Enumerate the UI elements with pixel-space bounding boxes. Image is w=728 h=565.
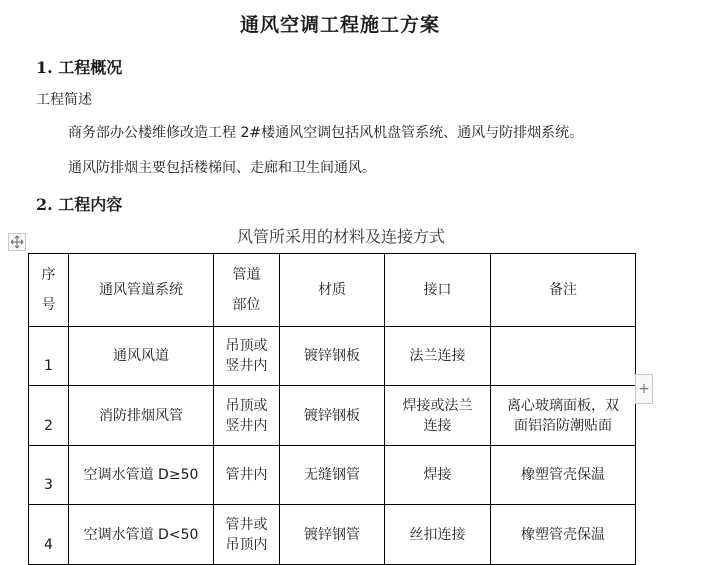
- cell-remark: [491, 327, 636, 386]
- page-bottom-edge: [0, 530, 728, 536]
- section-1-subheading: 工程简述: [36, 92, 92, 108]
- section-2-heading: 2. 工程内容: [36, 195, 123, 214]
- cell-joint: 丝扣连接: [385, 505, 491, 565]
- header-remark: 备注: [491, 254, 636, 327]
- cell-location: 吊顶或 竖井内: [214, 386, 280, 446]
- cell-seq: 2: [29, 386, 69, 446]
- table-row: [29, 327, 636, 386]
- cell-system: 通风风道: [69, 327, 214, 386]
- table-caption: 风管所采用的材料及连接方式: [236, 227, 445, 246]
- table-header-row: [29, 254, 636, 327]
- cell-remark: 橡塑管壳保温: [491, 446, 636, 505]
- cell-location: 管井或 吊顶内: [214, 505, 280, 565]
- cell-location: 吊顶或 竖井内: [214, 327, 280, 386]
- cell-system: 空调水管道 D≥50: [69, 446, 214, 505]
- paragraph-2: 通风防排烟主要包括楼梯间、走廊和卫生间通风。: [68, 160, 376, 176]
- header-location: 管道 部位: [214, 254, 280, 327]
- cell-remark: 离心玻璃面板，双 面铝箔防潮贴面: [491, 386, 636, 446]
- cell-location: 管井内: [214, 446, 280, 505]
- cell-material: 镀锌钢管: [280, 505, 385, 565]
- cell-seq: 1: [29, 327, 69, 386]
- header-seq: 序 号: [29, 254, 69, 327]
- cell-material: 无缝钢管: [280, 446, 385, 505]
- add-row-button[interactable]: [635, 374, 653, 404]
- header-system: 通风管道系统: [69, 254, 214, 327]
- cell-material: 镀锌钢板: [280, 386, 385, 446]
- header-joint: 接口: [385, 254, 491, 327]
- paragraph-1: 商务部办公楼维修改造工程 2#楼通风空调包括风机盘管系统、通风与防排烟系统。: [68, 125, 584, 141]
- table-move-handle[interactable]: [8, 233, 26, 251]
- cell-joint: 焊接: [385, 446, 491, 505]
- cell-seq: 3: [29, 446, 69, 505]
- cell-joint: 法兰连接: [385, 327, 491, 386]
- document-title: 通风空调工程施工方案: [239, 14, 440, 36]
- move-arrows-icon: [10, 235, 24, 249]
- cell-joint: 焊接或法兰 连接: [385, 386, 491, 446]
- plus-icon: +: [638, 381, 650, 397]
- cell-remark: 橡塑管壳保温: [491, 505, 636, 565]
- cell-seq: 4: [29, 505, 69, 565]
- cell-system: 空调水管道 D<50: [69, 505, 214, 565]
- header-material: 材质: [280, 254, 385, 327]
- cell-system: 消防排烟风管: [69, 386, 214, 446]
- section-1-heading: 1. 工程概况: [36, 58, 123, 77]
- table-row: [29, 386, 636, 446]
- cell-material: 镀锌钢板: [280, 327, 385, 386]
- table-row: [29, 446, 636, 505]
- materials-table: [28, 253, 636, 565]
